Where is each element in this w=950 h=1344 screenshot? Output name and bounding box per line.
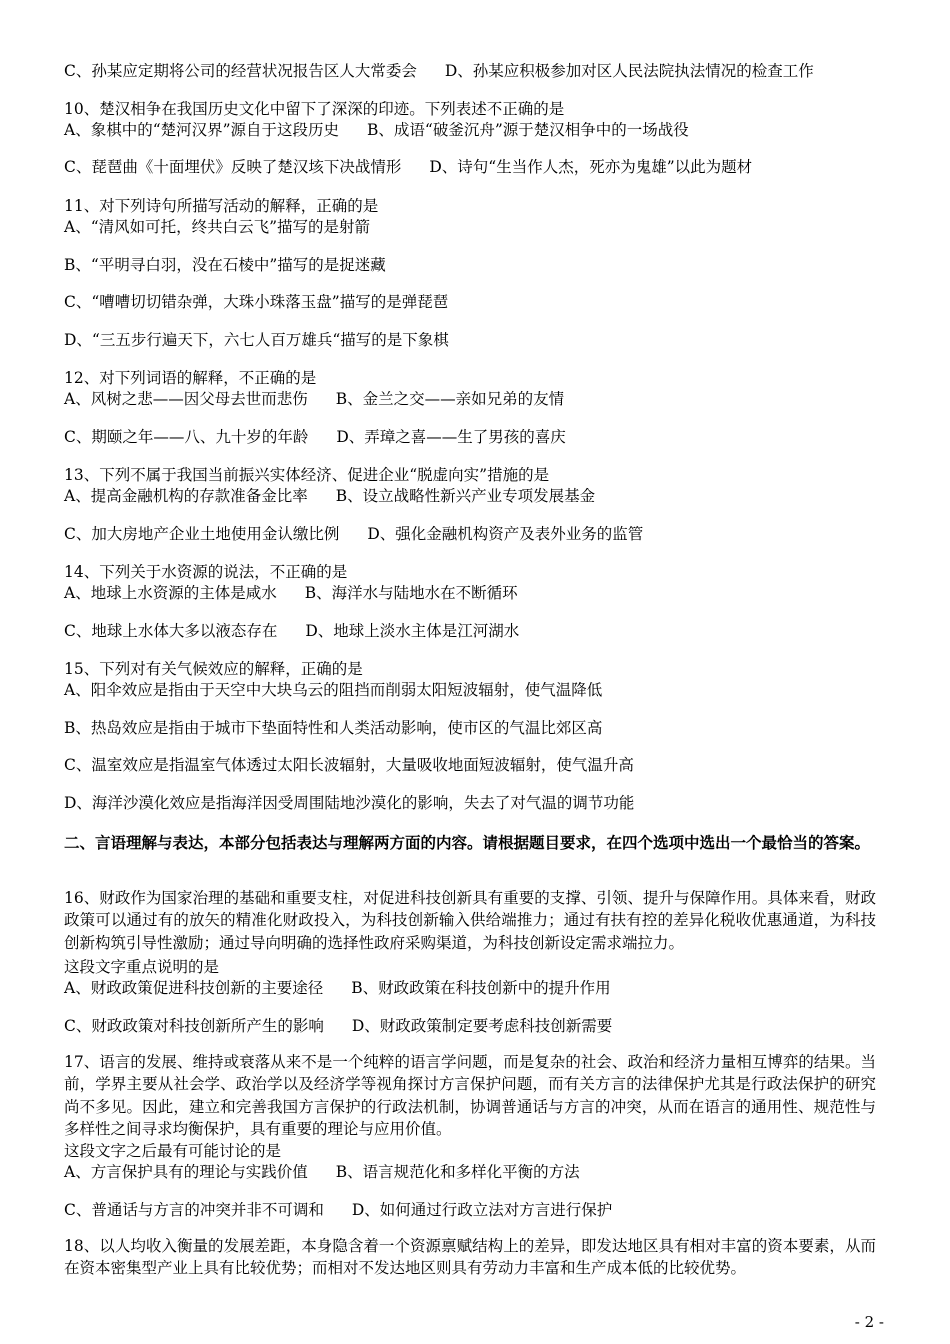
q12-options-cd	[64, 427, 566, 447]
q17-option-b: B、语言规范化和多样化平衡的方法	[335, 1163, 580, 1181]
q17-options-ab	[64, 1162, 580, 1182]
q11-option-c: C、“嘈嘈切切错杂弹，大珠小珠落玉盘”描写的是弹琵琶	[64, 293, 449, 311]
q17-options-cd	[64, 1200, 612, 1220]
q12-options-ab	[64, 389, 564, 409]
q13-option-b: B、设立战略性新兴产业专项发展基金	[335, 487, 596, 505]
q16-stem: 16、财政作为国家治理的基础和重要支柱，对促进科技创新具有重要的支撑、引领、提升与保障作用。具体来看，财政政策可以通过有的放矢的精准化财政投入，为科技创新输入供给端推力；通过有扶有控的差异化税收优惠通道，为科技创新构筑引导性激励；通过导向明确的选择性政府采购渠道，为科技创新设定需求端拉力。	[64, 889, 876, 952]
q14-options-ab	[64, 583, 518, 603]
q15-stem: 15、下列对有关气候效应的解释，正确的是	[64, 660, 363, 678]
q15-option-a: A、阳伞效应是指由于天空中大块乌云的阻挡而削弱太阳短波辐射，使气温降低	[64, 681, 603, 699]
q13-option-a: A、提高金融机构的存款准备金比率	[64, 487, 308, 505]
q9-option-d: D、孙某应积极参加对区人民法院执法情况的检查工作	[444, 62, 814, 80]
q11-option-b: B、“平明寻白羽，没在石棱中”描写的是捉迷藏	[64, 256, 386, 274]
section-2-heading: 二、言语理解与表达，本部分包括表达与理解两方面的内容。请根据题目要求，在四个选项中选出一个最恰当的答案。	[64, 833, 871, 852]
q17-question: 这段文字之后最有可能讨论的是	[64, 1142, 282, 1160]
q10-options-ab	[64, 120, 689, 140]
q12-option-a: A、风树之悲——因父母去世而悲伤	[64, 390, 308, 408]
q16-option-d: D、财政政策制定要考虑科技创新需要	[351, 1017, 613, 1035]
q15-option-b: B、热岛效应是指由于城市下垫面特性和人类活动影响，使市区的气温比郊区高	[64, 719, 603, 737]
q12-option-c: C、期颐之年——八、九十岁的年龄	[64, 428, 309, 446]
q14-option-a: A、地球上水资源的主体是咸水	[64, 584, 277, 602]
q11-option-d: D、“三五步行遍天下，六七人百万雄兵“描写的是下象棋	[64, 331, 449, 349]
q16-option-c: C、财政政策对科技创新所产生的影响	[64, 1017, 324, 1035]
q18-stem: 18、以人均收入衡量的发展差距，本身隐含着一个资源禀赋结构上的差异，即发达地区具有相对丰富的资本要素，从而在资本密集型产业上具有比较优势；而相对不发达地区则具有劳动力丰富和生产成本低的比较优势。	[64, 1237, 876, 1278]
q14-options-cd	[64, 621, 519, 641]
q17-option-c: C、普通话与方言的冲突并非不可调和	[64, 1201, 324, 1219]
q10-options-cd	[64, 157, 752, 177]
q12-option-d: D、弄璋之喜——生了男孩的喜庆	[336, 428, 566, 446]
q10-option-b: B、成语“破釜沉舟”源于楚汉相争中的一场战役	[367, 121, 689, 139]
q10-option-a: A、象棋中的“楚河汉界”源自于这段历史	[64, 121, 340, 139]
q10-option-c: C、琵琶曲《十面埋伏》反映了楚汉垓下决战情形	[64, 158, 402, 176]
q16-options-cd	[64, 1016, 612, 1036]
q11-stem: 11、对下列诗句所描写活动的解释，正确的是	[64, 197, 379, 215]
q10-option-d: D、诗句“生当作人杰，死亦为鬼雄”以此为题材	[429, 158, 753, 176]
q16-question: 这段文字重点说明的是	[64, 958, 220, 976]
q13-options-ab	[64, 486, 595, 506]
q16-options-ab	[64, 978, 611, 998]
q10-stem: 10、楚汉相争在我国历史文化中留下了深深的印迹。下列表述不正确的是	[64, 100, 565, 118]
q17-stem: 17、语言的发展、维持或衰落从来不是一个纯粹的语言学问题，而是复杂的社会、政治和经济力量相互博弈的结果。当前，学界主要从社会学、政治学以及经济学等视角探讨方言保护问题，而有关方言的法律保护尤其是行政法保护的研究尚不多见。因此，建立和完善我国方言保护的行政法机制，协调普通话与方言的冲突，从而在语言的通用性、规范性与多样性之间寻求均衡保护，具有重要的理论与应用价值。	[64, 1053, 876, 1139]
q13-option-c: C、加大房地产企业土地使用金认缴比例	[64, 525, 340, 543]
q13-stem: 13、下列不属于我国当前振兴实体经济、促进企业“脱虚向实”措施的是	[64, 466, 550, 484]
q12-option-b: B、金兰之交——亲如兄弟的友情	[335, 390, 565, 408]
q12-stem: 12、对下列词语的解释，不正确的是	[64, 369, 317, 387]
q14-option-b: B、海洋水与陆地水在不断循环	[304, 584, 518, 602]
q13-option-d: D、强化金融机构资产及表外业务的监管	[367, 525, 644, 543]
q16-option-b: B、财政政策在科技创新中的提升作用	[351, 979, 611, 997]
q13-options-cd	[64, 524, 643, 544]
q15-option-d: D、海洋沙漠化效应是指海洋因受周围陆地沙漠化的影响，失去了对气温的调节功能	[64, 794, 635, 812]
q14-option-d: D、地球上淡水主体是江河湖水	[305, 622, 520, 640]
q14-option-c: C、地球上水体大多以液态存在	[64, 622, 278, 640]
q17-option-d: D、如何通过行政立法对方言进行保护	[351, 1201, 613, 1219]
q14-stem: 14、下列关于水资源的说法，不正确的是	[64, 563, 348, 581]
q9-option-c: C、孙某应定期将公司的经营状况报告区人大常委会	[64, 62, 417, 80]
q17-option-a: A、方言保护具有的理论与实践价值	[64, 1163, 308, 1181]
page-number: - 2 -	[854, 1313, 884, 1331]
q9-options-cd	[64, 61, 814, 81]
q15-option-c: C、温室效应是指温室气体透过太阳长波辐射，大量吸收地面短波辐射，使气温升高	[64, 756, 634, 774]
q16-option-a: A、财政政策促进科技创新的主要途径	[64, 979, 324, 997]
q11-option-a: A、“清风如可托，终共白云飞”描写的是射箭	[64, 218, 371, 236]
